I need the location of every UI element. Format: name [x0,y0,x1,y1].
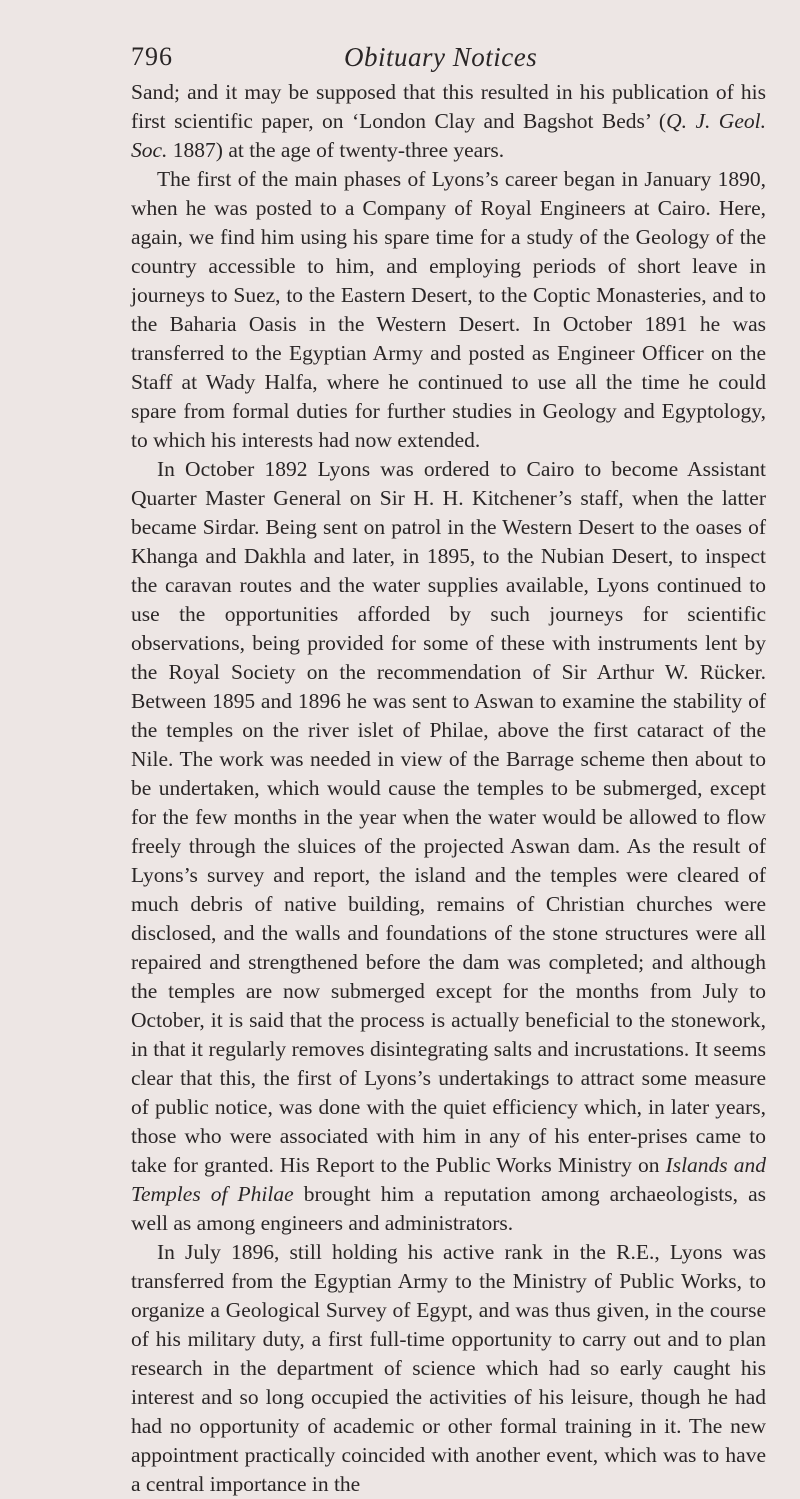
paragraph [131,1238,766,1499]
text-segment: brought him a reputation among archaeologists, as well as among engineers and administrators. [131,1182,766,1235]
italic-text: Q. J. Geol. Soc. [131,109,766,162]
paragraph [131,78,766,165]
page-number: 796 [131,42,173,71]
running-head [0,42,800,82]
italic-text: Islands and Temples of Philae [131,1153,766,1206]
text-segment: In October 1892 Lyons was ordered to Cairo to become Assistant Quarter Master General on Sir H. H. Kitchener’s staff, when the latter became Sirdar. Being sent on patrol in the Western Desert to the oases of Khanga and Dakhla and later, in 1895, to the Nubian Desert, to inspect the caravan routes and the water supplies available, Lyons continued to use the opportunities afforded by such journeys for scientific observations, being provided for some of these with instruments lent by the Royal Society on the recommendation of Sir Arthur W. Rücker. Between 1895 and 1896 he was sent to Aswan to examine the stability of the temples on the river islet of Philae, above the first cataract of the Nile. The work was needed in view of the Barrage scheme then about to be undertaken, which would cause the temples to be submerged, except for the few months in the year when the water would be allowed to flow freely through the sluices of the projected Aswan dam. As the result of Lyons’s survey and report, the island and the temples were cleared of much debris of native building, remains of Christian churches were disclosed, and the walls and foundations of the stone structures were all repaired and strengthened before the dam was completed; and although the temples are now submerged except for the months from July to October, it is said that the process is actually beneficial to the stonework, in that it regularly removes disintegrating salts and incrustations. It seems clear that this, the first of Lyons’s undertakings to attract some measure of public notice, was done with the quiet efficiency which, in later years, those who were associated with him in any of his enter-prises came to take for granted. His Report to the Public Works Ministry on [131,457,766,1177]
text-segment: In July 1896, still holding his active rank in the R.E., Lyons was transferred from the Egyptian Army to the Ministry of Public Works, to organize a Geological Survey of Egypt, and was thus given, in the course of his military duty, a first full-time opportunity to carry out and to plan research in the department of science which had so early caught his interest and so long occupied the activities of his leisure, though he had had no opportunity of academic or other formal training in it. The new appointment practically coincided with another event, which was to have a central importance in the [131,1240,766,1496]
body-text [131,78,766,1499]
text-segment: The first of the main phases of Lyons’s career began in January 1890, when he was posted to a Company of Royal Engineers at Cairo. Here, again, we find him using his spare time for a study of the Geology of the country accessible to him, and employing periods of short leave in journeys to Suez, to the Eastern Desert, to the Coptic Monasteries, and to the Baharia Oasis in the Western Desert. In October 1891 he was transferred to the Egyptian Army and posted as Engineer Officer on the Staff at Wady Halfa, where he continued to use all the time he could spare from formal duties for further studies in Geology and Egyptology, to which his interests had now extended. [131,167,766,452]
text-segment: Sand; and it may be supposed that this resulted in his publication of his first scientific paper, on ‘London Clay and Bagshot Beds’ ( [131,80,766,133]
paragraph [131,455,766,1238]
running-title: Obituary Notices [344,42,538,72]
paragraph [131,165,766,455]
text-segment: 1887) at the age of twenty-three years. [167,138,505,162]
